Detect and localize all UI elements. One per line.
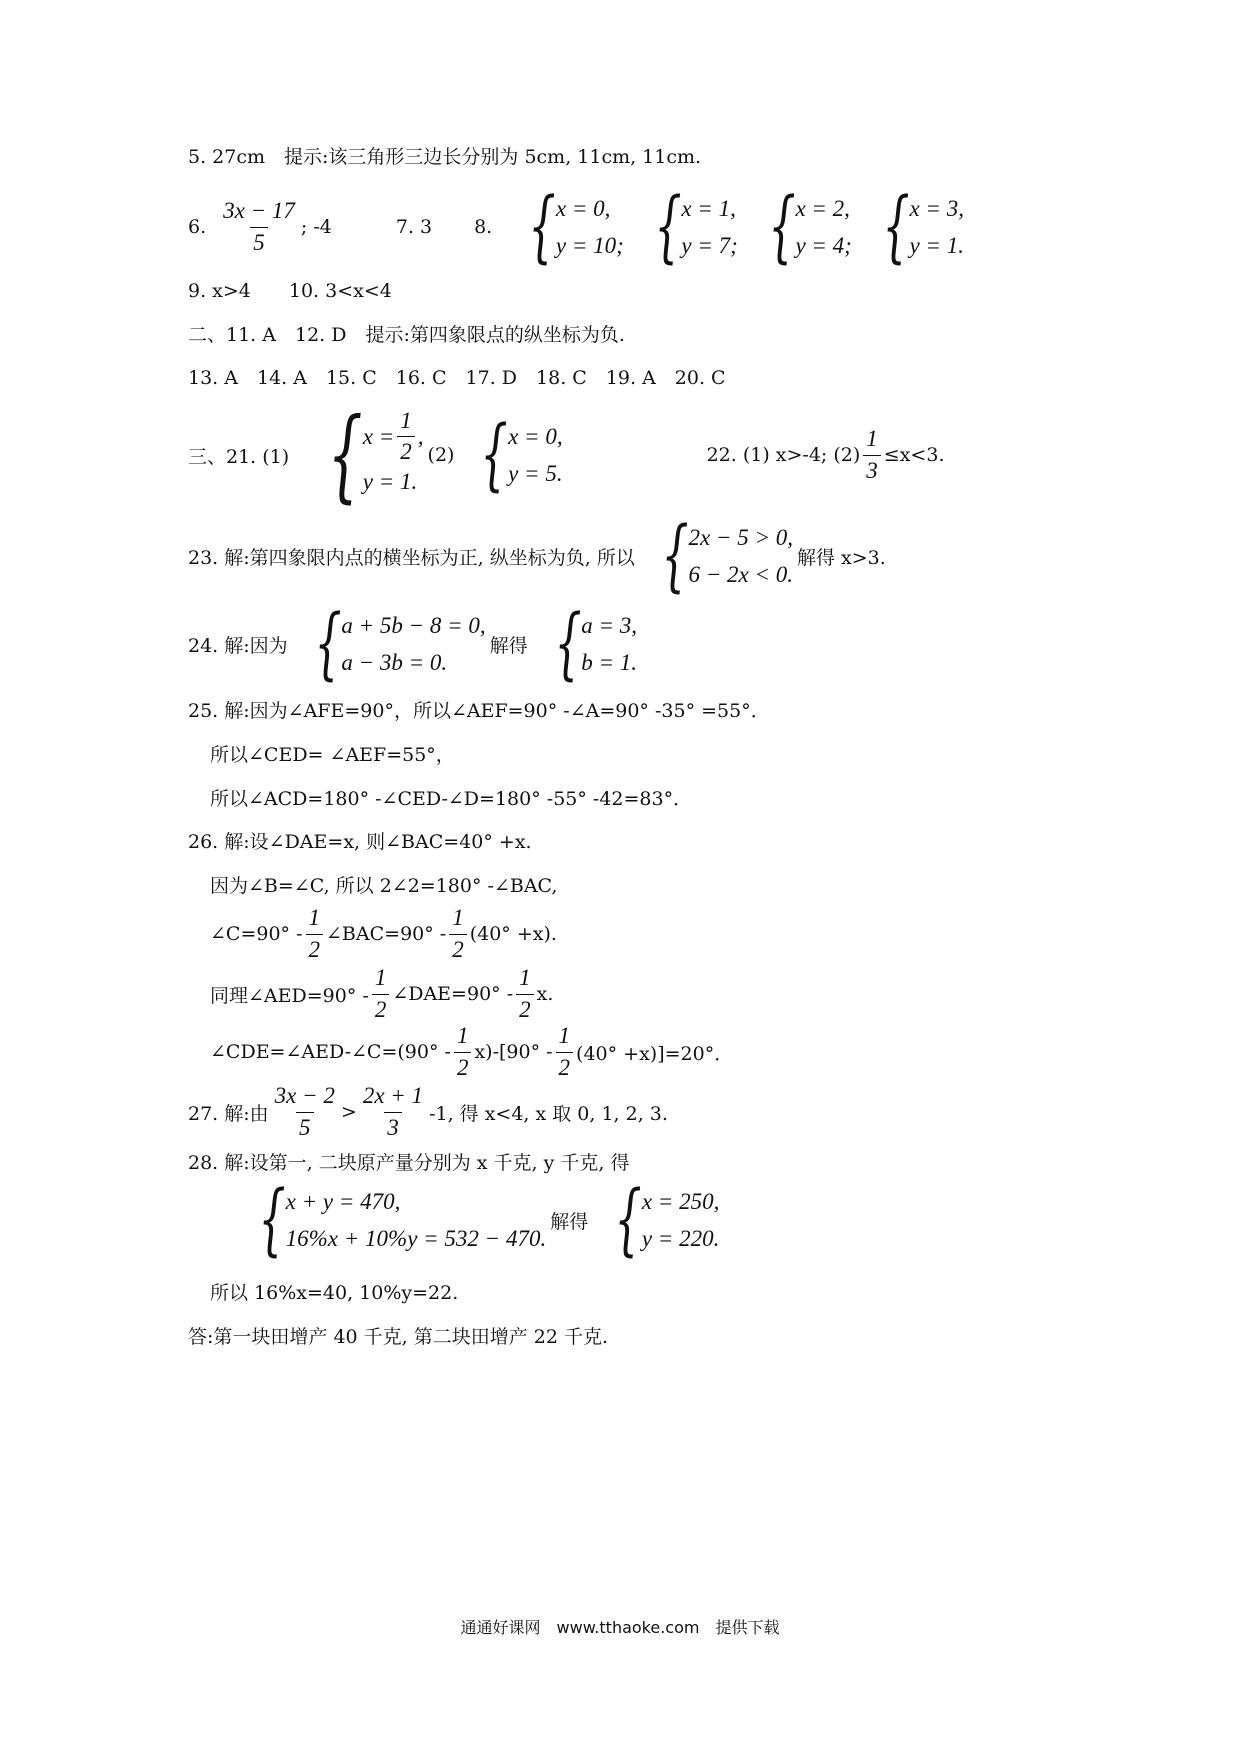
fraction: $\frac{1}{3}$: [863, 427, 881, 482]
answer-5: 5. 27cm 提示:该三角形三边长分别为 5cm, 11cm, 11cm.: [188, 146, 702, 168]
answer-25-line3: 所以∠ACD=180° -∠CED-∠D=180° -55° -42=83°．: [210, 788, 693, 810]
answer-13-20: 13. A 14. A 15. C 16. C 17. D 18. C 19. A 20. C: [188, 367, 726, 389]
answer-26-line2: 因为∠B=∠C, 所以 2∠2=180° -∠BAC,: [210, 875, 558, 897]
equation-system: { x = 2, y = 4;: [768, 182, 852, 272]
answer-25: 25. 解:因为∠AFE=90°，所以∠AEF=90° -∠A=90° -35° =55°．: [188, 700, 770, 722]
answer-24: 24. 解:因为 { a + 5b − 8 = 0, a − 3b = 0. 解得 { a = 3, b = 1.: [188, 599, 638, 689]
answer-25-line2: 所以∠CED= ∠AEF=55°，: [210, 744, 455, 766]
answer-6-8: 6. $\frac{3x - 17}{5}$ ; -4 7. 3 8. { x = 0, y = 10; { x = 1, y = 7; { x = 2, y = 4; { x = 3, y = 1.: [188, 182, 964, 272]
equation-system: { a + 5b − 8 = 0, a − 3b = 0.: [314, 599, 486, 689]
equation-system: { x = 250, y = 220.: [614, 1175, 720, 1265]
answer-28-system: { x + y = 470, 16%x + 10%y = 532 − 470. 解得 { x = 250, y = 220.: [232, 1180, 723, 1260]
answer-23: 23. 解:第四象限内点的横坐标为正, 纵坐标为负, 所以 { 2x − 5 > 0, 6 − 2x < 0. 解得 x>3.: [188, 511, 886, 601]
answer-21-22: 三、21. (1) { x = $\frac{1}{2}$ , y = 1. (2) { x = 0, y = 5. 22. (1) x>-4; (2) $\frac{1}{3}$ ≤x<3.: [188, 396, 945, 513]
equation-system: { x = 1, y = 7;: [654, 182, 738, 272]
equation-system: { x = 3, y = 1.: [882, 182, 964, 272]
answer-27: 27. 解:由 $\frac{3x - 2}{5}$ > $\frac{2x + 1}{3}$ -1, 得 x<4, x 取 0, 1, 2, 3.: [188, 1083, 668, 1140]
answer-final: 答:第一块田增产 40 千克, 第二块田增产 22 千克.: [188, 1326, 609, 1348]
answer-26-line4: 同理∠AED=90° - $\frac{1}{2}$ ∠DAE=90° - $\frac{1}{2}$ x.: [210, 965, 554, 1022]
page-footer: 通通好课网 www.tthaoke.com 提供下载: [460, 1618, 780, 1637]
answer-11-12: 二、11. A 12. D 提示:第四象限点的纵坐标为负.: [188, 324, 625, 346]
answer-28: 28. 解:设第一, 二块原产量分别为 x 千克, y 千克, 得: [188, 1152, 630, 1174]
equation-system: { x = 0, y = 10;: [528, 182, 624, 272]
equation-system: { a = 3, b = 1.: [553, 599, 638, 689]
answer-28-line3: 所以 16%x=40, 10%y=22.: [210, 1282, 459, 1304]
answer-9-10: 9. x>4 10. 3<x<4: [188, 280, 392, 302]
equation-system: { x + y = 470, 16%x + 10%y = 532 − 470.: [258, 1175, 547, 1265]
equation-system: { x = $\frac{1}{2}$ , y = 1.: [327, 396, 424, 513]
equation-system: { x = 0, y = 5.: [480, 410, 563, 500]
answer-26-line5: ∠CDE=∠AED-∠C=(90° - $\frac{1}{2}$ x)-[90° - $\frac{1}{2}$ (40° +x)]=20°．: [210, 1023, 734, 1080]
answer-26-line3: ∠C=90° - $\frac{1}{2}$ ∠BAC=90° - $\frac{1}{2}$ (40° +x).: [210, 905, 557, 962]
answer-26: 26. 解:设∠DAE=x, 则∠BAC=40° +x.: [188, 831, 532, 853]
fraction: $\frac{3x - 17}{5}$: [223, 198, 295, 255]
equation-system: { 2x − 5 > 0, 6 − 2x < 0.: [661, 511, 793, 601]
